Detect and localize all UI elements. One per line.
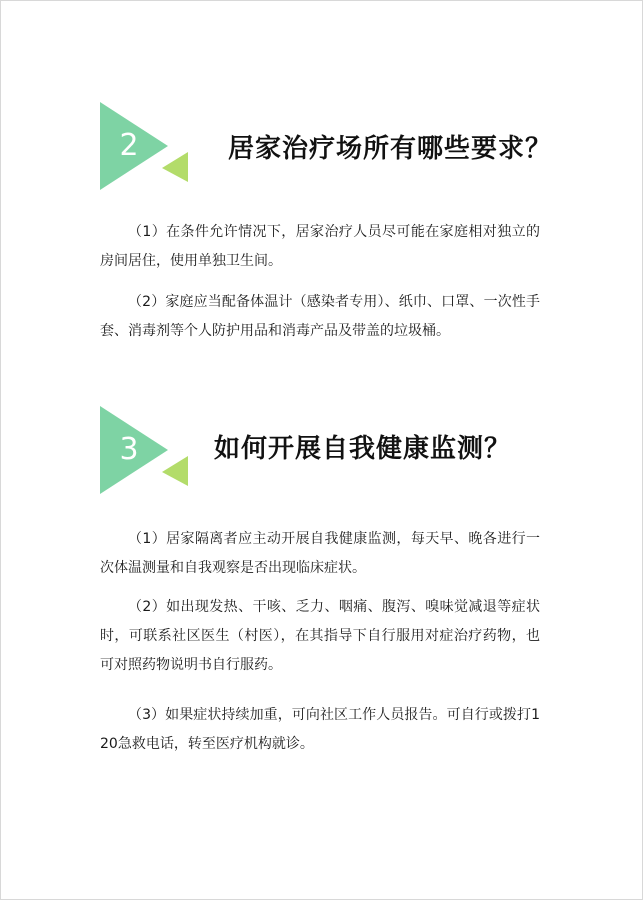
section-3-paragraph-3: （3）如果症状持续加重，可向社区工作人员报告。可自行或拨打120急救电话，转至医疗机构就诊。 xyxy=(100,707,540,752)
small-triangle-shape xyxy=(162,456,188,486)
section-3-number: 3 xyxy=(119,432,139,467)
section-2-paragraph-2: （2）家庭应当配备体温计（感染者专用）、纸巾、口罩、一次性手套、消毒剂等个人防护用品和消毒产品及带盖的垃圾桶。 xyxy=(100,294,540,339)
section-3-paragraph-1: （1）居家隔离者应主动开展自我健康监测，每天早、晚各进行一次体温测量和自我观察是否出现临床症状。 xyxy=(100,531,540,576)
section-2-title: 居家治疗场所有哪些要求？ xyxy=(228,134,553,164)
section-2-paragraph-1: （1）在条件允许情况下，居家治疗人员尽可能在家庭相对独立的房间居住，使用单独卫生间。 xyxy=(100,224,540,269)
small-triangle-shape xyxy=(162,152,188,182)
section-3-number-badge xyxy=(100,406,190,498)
section-2-number-badge xyxy=(100,102,190,194)
section-3-title: 如何开展自我健康监测？ xyxy=(214,434,512,464)
section-3-paragraph-2: （2）如出现发热、干咳、乏力、咽痛、腹泻、嗅味觉减退等症状时，可联系社区医生（村医），在其指导下自行服用对症治疗药物，也可对照药物说明书自行服药。 xyxy=(100,599,540,673)
section-2-number: 2 xyxy=(119,128,139,163)
